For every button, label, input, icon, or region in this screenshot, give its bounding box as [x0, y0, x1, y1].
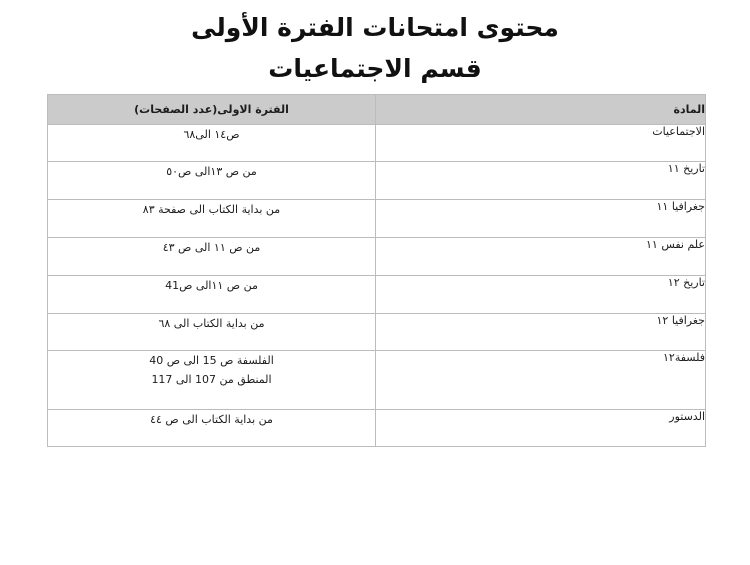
page-title: محتوى امتحانات الفترة الأولى — [191, 13, 559, 42]
subject-cell: جغرافيا ١١ — [376, 200, 706, 238]
period-text: من بداية الكتاب الى ص ٤٤ — [150, 413, 273, 426]
table-header-row — [48, 95, 706, 125]
header-subject: المادة — [376, 95, 706, 125]
period-text: المنطق من 107 الى 117 — [151, 373, 272, 386]
subject-cell: علم نفس ١١ — [376, 238, 706, 276]
period-text: من ص ١١ الى ص ٤٣ — [162, 241, 261, 254]
department-title: قسم الاجتماعيات — [268, 54, 482, 83]
period-cell — [48, 200, 376, 238]
table-row — [48, 351, 706, 410]
table-row — [48, 314, 706, 351]
period-cell — [48, 162, 376, 200]
table-row — [48, 162, 706, 200]
period-cell — [48, 125, 376, 162]
subject-cell: الدستور — [376, 410, 706, 447]
period-text: من بداية الكتاب الى ٦٨ — [158, 317, 265, 330]
period-cell — [48, 351, 376, 410]
table-row — [48, 276, 706, 314]
period-cell — [48, 276, 376, 314]
period-text: ص١٤ الى٦٨ — [183, 128, 240, 141]
page-title-block — [0, 8, 750, 89]
header-period: الفترة الاولى(عدد الصفحات) — [48, 95, 376, 125]
subject-cell: جغرافيا ١٢ — [376, 314, 706, 351]
table-row — [48, 238, 706, 276]
period-text: من بداية الكتاب الى صفحة ٨٣ — [142, 203, 281, 216]
period-text: الفلسفة ص 15 الى ص 40 — [149, 354, 274, 367]
subject-cell: تاريخ ١١ — [376, 162, 706, 200]
period-text: من ص ١٣الى ص٥٠ — [166, 165, 257, 178]
table-row — [48, 410, 706, 447]
exam-content-table — [47, 94, 706, 447]
period-cell — [48, 410, 376, 447]
period-cell — [48, 238, 376, 276]
subject-cell: الاجتماعيات — [376, 125, 706, 162]
table-row — [48, 200, 706, 238]
table-row — [48, 125, 706, 162]
period-text: من ص ١١الى ص41 — [165, 279, 258, 292]
subject-cell: فلسفة١٢ — [376, 351, 706, 410]
subject-cell: تاريخ ١٢ — [376, 276, 706, 314]
period-cell — [48, 314, 376, 351]
